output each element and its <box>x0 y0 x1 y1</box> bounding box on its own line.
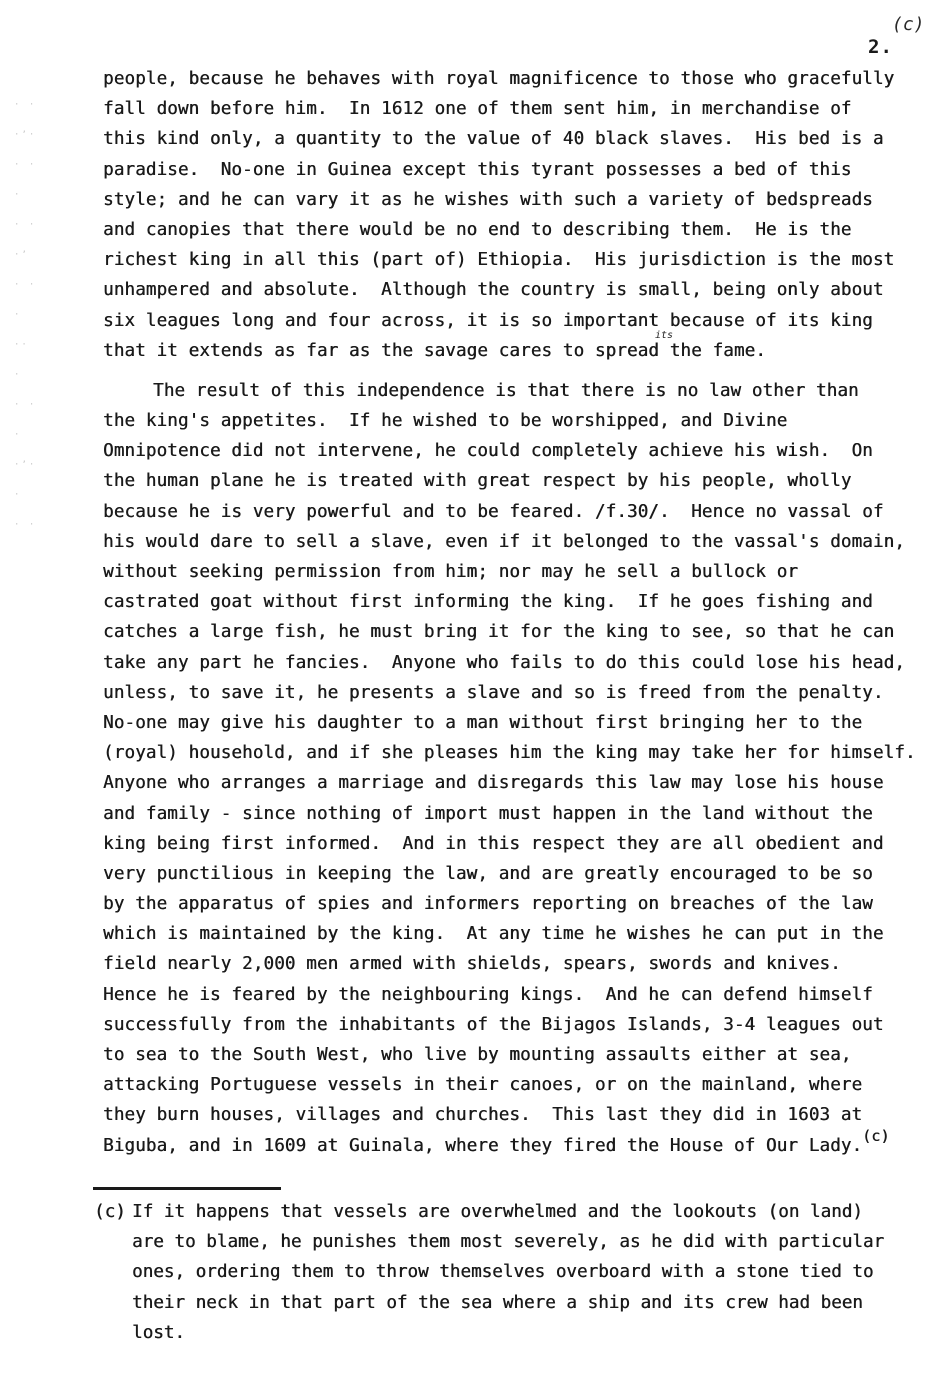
text-line: to sea to the South West, who live by mounting assaults either at sea, <box>103 1045 852 1065</box>
text-line: that it extends as far as the savage cares to spread the fame. <box>103 340 766 361</box>
text-line: unhampered and absolute. Although the country is small, being only about <box>103 280 884 301</box>
text-line: people, because he behaves with royal magnificence to those who gracefully <box>103 69 895 89</box>
footnote-text: are to blame, he punishes them most severely, as he did with particular <box>132 1232 885 1253</box>
text-line: which is maintained by the king. At any time he wishes he can put in the <box>103 924 884 945</box>
page-number: 2. <box>868 36 893 58</box>
footnote-c <box>94 1197 894 1348</box>
text-line: and canopies that there would be no end to describing them. He is the <box>103 219 852 240</box>
footnote-line <box>94 1288 894 1318</box>
footnote-text: If it happens that vessels are overwhelmed and the lookouts (on land) <box>132 1202 863 1222</box>
text-line: take any part he fancies. Anyone who fails to do this could lose his head, <box>103 652 905 673</box>
main-body-text <box>103 64 916 1161</box>
text-line: very punctilious in keeping the law, and are greatly encouraged to be so <box>103 863 873 884</box>
paragraph-2 <box>103 376 916 1161</box>
text-line: his would dare to sell a slave, even if it belonged to the vassal's domain, <box>103 531 905 552</box>
paragraph-gap <box>103 366 903 376</box>
text-line: they burn houses, villages and churches. This last they did in 1603 at <box>103 1105 863 1126</box>
text-line: castrated goat without first informing the king. If he goes fishing and <box>103 592 873 613</box>
footnote-line <box>94 1197 894 1227</box>
paragraph-1 <box>103 64 903 366</box>
text-line: the human plane he is treated with great respect by his people, wholly <box>103 471 852 492</box>
text-line: king being first informed. And in this respect they are all obedient and <box>103 833 884 854</box>
footnote-reference: (c) <box>862 1126 890 1145</box>
text-line: because he is very powerful and to be feared. /f.30/. Hence no vassal of <box>103 501 884 522</box>
footnote-line <box>94 1318 894 1348</box>
footnote-text: ones, ordering them to throw themselves overboard with a stone tied to <box>132 1262 874 1283</box>
text-line: catches a large fish, he must bring it for the king to see, so that he can <box>103 622 895 643</box>
text-line: No-one may give his daughter to a man without first bringing her to the <box>103 712 863 733</box>
footnote-text: lost. <box>132 1322 185 1343</box>
text-line: the king's appetites. If he wished to be worshipped, and Divine <box>103 411 788 432</box>
text-line: without seeking permission from him; nor may he sell a bullock or <box>103 562 799 582</box>
text-line: attacking Portuguese vessels in their canoes, or on the mainland, where <box>103 1075 863 1096</box>
text-line: style; and he can vary it as he wishes with such a variety of bedspreads <box>103 189 873 210</box>
footnote-line <box>94 1227 894 1257</box>
footnote-line <box>94 1257 894 1287</box>
text-line: The result of this independence is that there is no law other than <box>153 380 859 401</box>
text-line: successfully from the inhabitants of the Bijagos Islands, 3-4 leagues out <box>103 1014 884 1035</box>
handwritten-insertion-its: its <box>655 330 674 341</box>
footnote-text: their neck in that part of the sea where a ship and its crew had been <box>132 1292 863 1313</box>
corner-handwritten-mark: (c) <box>892 14 925 35</box>
text-line: Biguba, and in 1609 at Guinala, where they fired the House of Our Lady.(c) <box>103 1126 890 1156</box>
left-margin-bleedthrough: · · ·ʼ· · · · · · ·ʼ · · · ·· · · · · ·ʼ· · · · <box>14 100 37 530</box>
text-line: this kind only, a quantity to the value of 40 black slaves. His bed is a <box>103 129 884 150</box>
text-line: richest king in all this (part of) Ethiopia. His jurisdiction is the most <box>103 250 895 271</box>
text-line: and family - since nothing of import must happen in the land without the <box>103 803 873 824</box>
footnote-marker: (c) <box>94 1202 126 1222</box>
text-line: Anyone who arranges a marriage and disregards this law may lose his house <box>103 773 884 794</box>
text-line: Omnipotence did not intervene, he could completely achieve his wish. On <box>103 441 873 462</box>
text-line: six leagues long and four across, it is so important because of its king <box>103 310 873 331</box>
footnote-separator-rule <box>93 1187 281 1190</box>
text-line: field nearly 2,000 men armed with shields, spears, swords and knives. <box>103 954 841 975</box>
text-line: by the apparatus of spies and informers reporting on breaches of the law <box>103 894 873 915</box>
text-line: (royal) household, and if she pleases him the king may take her for himself. <box>103 743 916 764</box>
text-line: paradise. No-one in Guinea except this tyrant possesses a bed of this <box>103 159 852 180</box>
text-line: fall down before him. In 1612 one of them sent him, in merchandise of <box>103 99 852 120</box>
text-line: Hence he is feared by the neighbouring kings. And he can defend himself <box>103 984 873 1005</box>
text-line: unless, to save it, he presents a slave and so is freed from the penalty. <box>103 682 884 703</box>
